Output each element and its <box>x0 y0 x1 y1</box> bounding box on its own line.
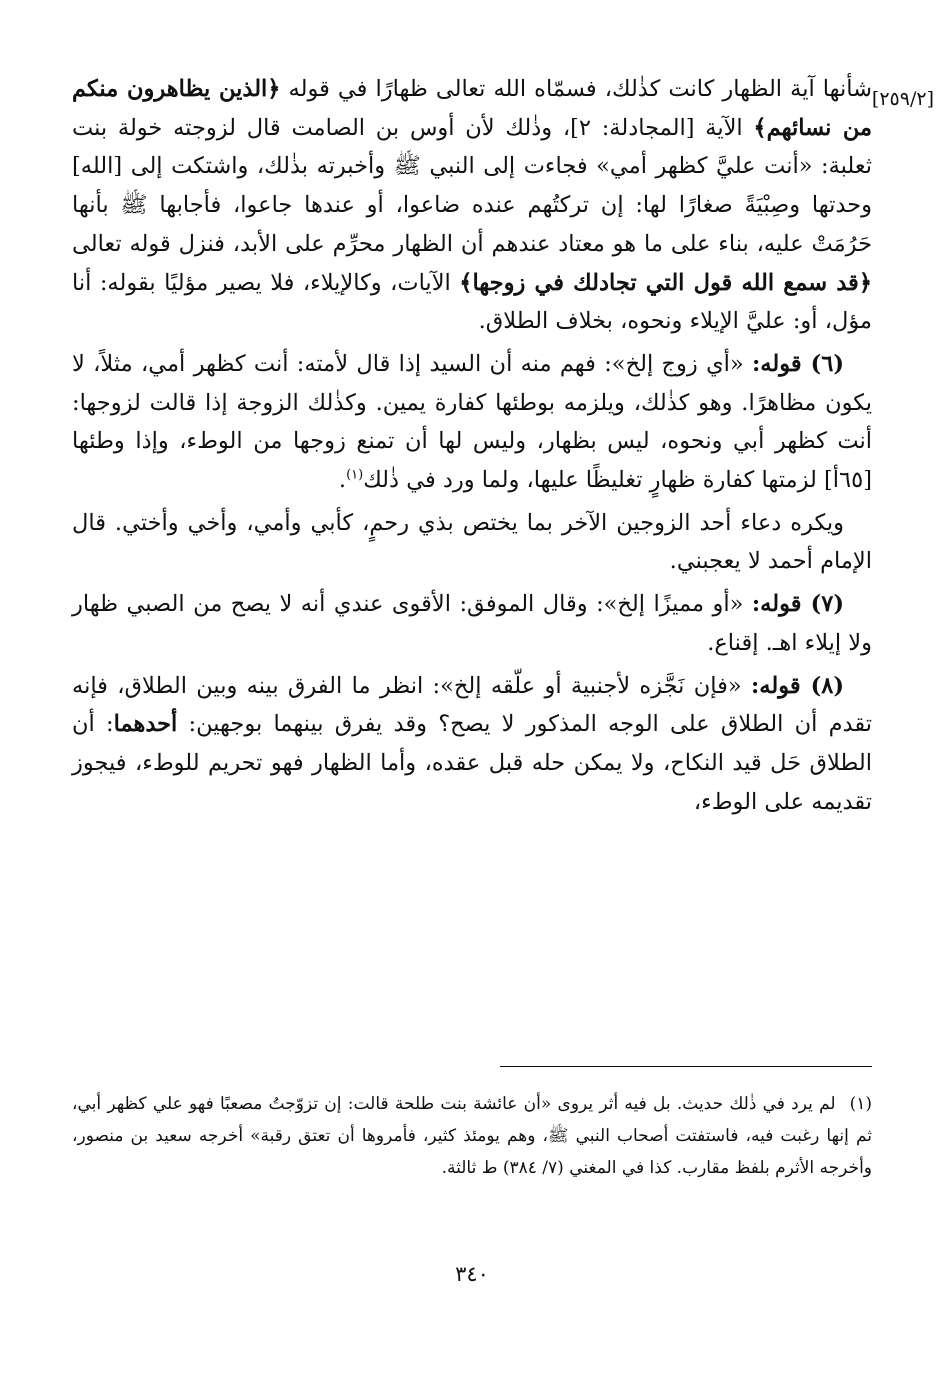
main-text <box>72 70 872 821</box>
page-body <box>72 70 934 825</box>
text-segment: ويكره دعاء أحد الزوجين الآخر بما يختص بذي رحمٍ، كأبي وأمي، وأخي وأختي. قال الإمام أحمد لا يعجبني. <box>72 509 872 575</box>
footnote-divider <box>500 1066 872 1067</box>
text-segment: الآيات، وكالإيلاء، فلا يصير مؤليًا بقوله: أنا مؤل، أو: عليَّ الإيلاء ونحوه، بخلاف الطلاق. <box>72 269 872 335</box>
footnote-item <box>72 1088 872 1184</box>
footnotes <box>72 1088 872 1184</box>
paragraph-5 <box>72 667 872 822</box>
paragraph-2 <box>72 345 872 500</box>
text-segment: شأنها آية الظهار كانت كذٰلك، فسمّاه الله تعالى ظهارًا في قوله <box>280 76 872 102</box>
text-segment: «أي زوج إلخ»: فهم منه أن السيد إذا قال لأمته: أنت كظهر أمي، مثلاً، لا يكون مظاهرًا. وهو كذٰلك، ويلزمه بوطئها كفارة يمين. وكذٰلك الزوجة إذا قالت لزوجها: أنت كظهر أبي ونحوه، ليس بظهار، وليس لها أن تمنع زوجها من الوطء، وإذا وطئها [٦٥أ] لزمتها كفارة ظهارٍ تغليظًا عليها، ولما ورد في ذٰلك <box>72 350 872 494</box>
quran-quote: ﴿قد سمع الله قول التي تجادلك في زوجها﴾ <box>459 269 872 296</box>
quran-quote: ﴿الذين يظاهرون منكم من نسائهم﴾ <box>72 76 873 141</box>
commentary-heading: (٨) قوله: <box>750 672 844 699</box>
paragraph-3 <box>72 504 872 581</box>
paragraph-4 <box>72 585 872 662</box>
page-reference-marker: [٢٥٩/٢] <box>871 88 934 110</box>
text-segment: «فإن نَجَّزه لأجنبية أو علّقه إلخ»: انظر ما الفرق بينه وبين الطلاق، فإنه تقدم أن الطلاق على الوجه المذكور لا يصح؟ وقد يفرق بينهما بوجهين: <box>72 672 872 738</box>
page-number: ٣٤٠ <box>455 1262 489 1286</box>
footnote-number: (١) <box>849 1094 872 1114</box>
footnote-text: لم يرد في ذٰلك حديث. بل فيه أثر يروى «أن عائشة بنت طلحة قالت: إن تزوّجتُ مصعبًا فهو علي كظهر أبي، ثم إنها رغبت فيه، فاستفتت أصحاب النبي ﷺ، وهم يومئذ كثير، فأمروها أن تعتق رقبة» أخرجه سعيد بن منصور، وأخرجه الأثرم بلفظ مقارب. كذا في المغني (٧/ ٣٨٤) ط ثالثة. <box>72 1094 872 1178</box>
text-segment: : أن الطلاق حَل قيد النكاح، ولا يمكن حله قبل عقده، وأما الظهار فهو تحريم للوطء، فيجوز تقديمه على الوطء، <box>72 711 872 815</box>
text-segment: . <box>338 467 347 494</box>
text-segment: الآية [المجادلة: ٢]، وذٰلك لأن أوس بن الصامت قال لزوجته خولة بنت ثعلبة: «أنت عليَّ كظهر أمي» فجاءت إلى النبي ﷺ وأخبرته بذٰلك، واشتكت إلى [الله] وحدتها وصِبْيَةً صغارًا لها: إن تركتُهم عنده ضاعوا، أو عندها جاعوا، فأجابها ﷺ بأنها حَرُمَتْ عليه، بناء على ما هو معتاد عندهم أن الظهار محرِّم على الأبد، فنزل قوله تعالى <box>72 114 872 257</box>
text-segment: «أو مميزًا إلخ»: وقال الموفق: الأقوى عندي أنه لا يصح من الصبي ظهار ولا إيلاء اهـ. إقناع. <box>72 591 872 656</box>
commentary-heading: (٦) قوله: <box>752 350 844 377</box>
footnote-reference[interactable]: (١) <box>346 467 364 483</box>
commentary-heading: (٧) قوله: <box>751 591 844 618</box>
paragraph-1 <box>72 70 872 341</box>
bold-term: أحدهما <box>113 711 178 738</box>
